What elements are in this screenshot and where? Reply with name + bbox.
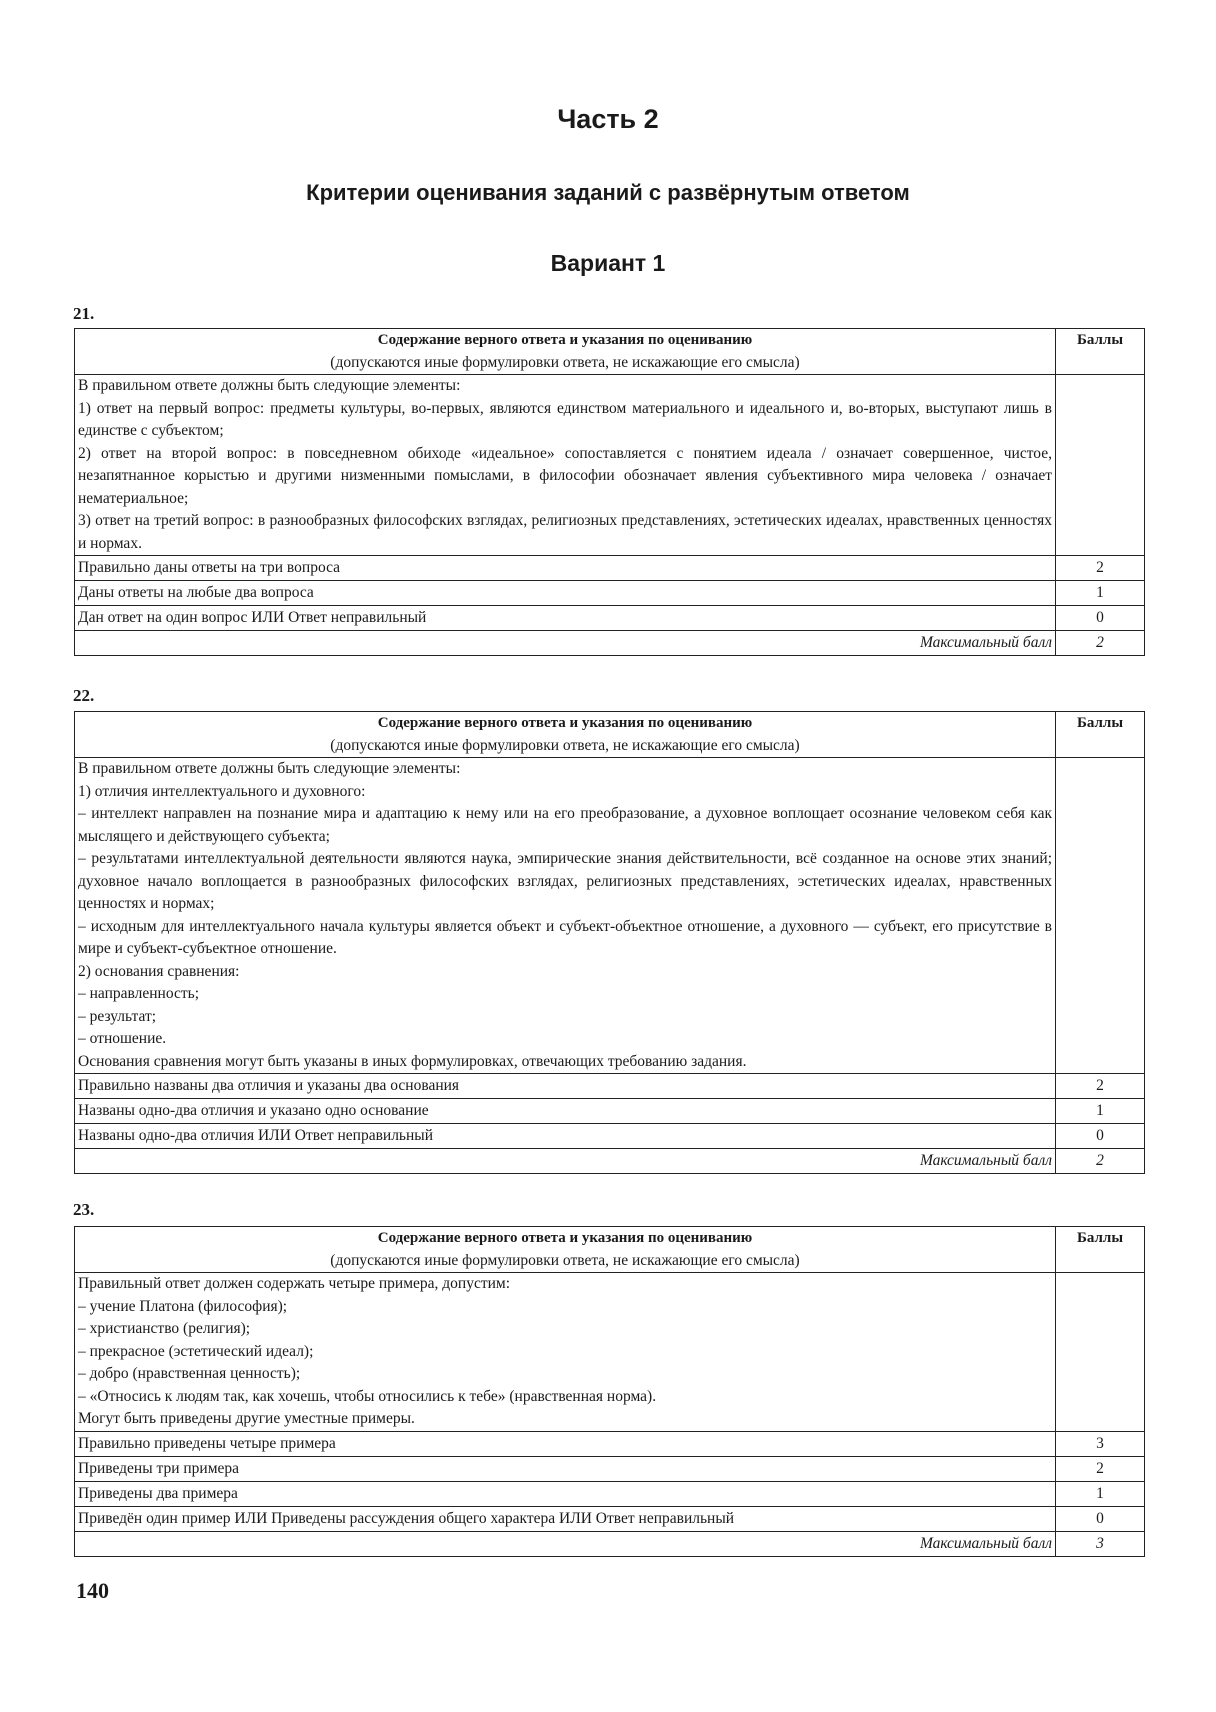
answer-line: – добро (нравственная ценность); bbox=[78, 1365, 301, 1382]
content-header bbox=[75, 712, 1056, 758]
answer-line: – результат; bbox=[78, 1007, 157, 1025]
criterion-text: Правильно даны ответы на три вопроса bbox=[75, 556, 1056, 581]
criterion-text: Приведены два примера bbox=[75, 1481, 1056, 1506]
content-header bbox=[75, 329, 1056, 375]
answer-content-row bbox=[75, 1273, 1145, 1432]
answer-line: В правильном ответе должны быть следующие элементы: bbox=[78, 377, 461, 394]
max-score-value: 2 bbox=[1056, 631, 1145, 656]
answer-line: 1) отличия интеллектуального и духовного: bbox=[78, 782, 366, 800]
variant-heading: Вариант 1 bbox=[550, 250, 666, 276]
answer-line: Основания сравнения могут быть указаны в иных формулировках, отвечающих требованию задания. bbox=[78, 1052, 747, 1070]
answer-line: – исходным для интеллектуального начала культуры является объект и субъект-объектное отношение, а духовного — субъект, его присутствие в мире и субъект-субъектное отношение. bbox=[78, 917, 1052, 957]
answer-line: 1) ответ на первый вопрос: предметы культуры, во-первых, являются единством материального и идеального и, во-вторых, выступают лишь в единстве с субъектом; bbox=[78, 399, 1052, 439]
criterion-score: 0 bbox=[1056, 1506, 1145, 1531]
criterion-row bbox=[75, 606, 1145, 631]
criterion-score: 1 bbox=[1056, 581, 1145, 606]
task-22-number: 22. bbox=[73, 686, 95, 705]
content-header-note: (допускаются иные формулировки ответа, не искажающие его смысла) bbox=[330, 736, 800, 754]
answer-line: – отношение. bbox=[78, 1030, 167, 1047]
criterion-row bbox=[75, 1124, 1145, 1149]
answer-line: 3) ответ на третий вопрос: в разнообразных философских взглядах, религиозных представлениях, эстетических идеалах, нравственных ценностях и нормах. bbox=[78, 512, 1052, 552]
criterion-text: Дан ответ на один вопрос ИЛИ Ответ неправильный bbox=[75, 606, 1056, 631]
criterion-text: Названы одно-два отличия и указано одно основание bbox=[75, 1099, 1056, 1124]
content-header-title: Содержание верного ответа и указания по оцениванию bbox=[377, 1230, 753, 1246]
section-title: Критерии оценивания заданий с развёрнутым ответом bbox=[306, 180, 910, 205]
table-header-row bbox=[75, 329, 1145, 375]
content-header-title: Содержание верного ответа и указания по оцениванию bbox=[377, 715, 753, 731]
points-header: Баллы bbox=[1056, 1227, 1145, 1273]
criterion-text: Названы одно-два отличия ИЛИ Ответ неправильный bbox=[75, 1124, 1056, 1149]
answer-line: – направленность; bbox=[78, 985, 200, 1002]
points-header: Баллы bbox=[1056, 712, 1145, 758]
criterion-text: Приведены три примера bbox=[75, 1456, 1056, 1481]
criterion-row bbox=[75, 581, 1145, 606]
criterion-score: 0 bbox=[1056, 606, 1145, 631]
task-23-number: 23. bbox=[73, 1200, 95, 1219]
max-score-label: Максимальный балл bbox=[75, 1531, 1056, 1556]
max-score-row bbox=[75, 631, 1145, 656]
answer-line: 2) основания сравнения: bbox=[78, 962, 240, 980]
answer-line: – результатами интеллектуальной деятельности являются наука, эмпирические знания действительности, всё созданное на основе этих знаний; духовное начало воплощается в разнообразных философских взглядах, религиозных представлениях, эстетических идеалах, нравственных ценностях и нормах; bbox=[78, 850, 1052, 912]
criterion-score: 1 bbox=[1056, 1099, 1145, 1124]
criterion-text: Даны ответы на любые два вопроса bbox=[75, 581, 1056, 606]
criterion-score: 2 bbox=[1056, 556, 1145, 581]
max-score-label: Максимальный балл bbox=[75, 631, 1056, 656]
answer-content bbox=[75, 375, 1056, 556]
answer-line: – христианство (религия); bbox=[78, 1320, 251, 1337]
answer-content-points bbox=[1056, 1273, 1145, 1432]
criterion-row bbox=[75, 1099, 1145, 1124]
criterion-row bbox=[75, 1481, 1145, 1506]
criterion-row bbox=[75, 1506, 1145, 1531]
criterion-row bbox=[75, 1074, 1145, 1099]
answer-line: Правильный ответ должен содержать четыре примера, допустим: bbox=[78, 1275, 511, 1292]
max-score-value: 2 bbox=[1056, 1149, 1145, 1174]
task-21-number: 21. bbox=[73, 304, 95, 323]
criterion-score: 2 bbox=[1056, 1456, 1145, 1481]
task-22-criteria-table bbox=[74, 711, 1145, 1174]
criterion-score: 1 bbox=[1056, 1481, 1145, 1506]
content-header-note: (допускаются иные формулировки ответа, не искажающие его смысла) bbox=[330, 1251, 800, 1269]
max-score-row bbox=[75, 1149, 1145, 1174]
answer-content bbox=[75, 758, 1056, 1074]
answer-line: – интеллект направлен на познание мира и адаптацию к нему или на его преобразование, а духовное воплощает осознание человеком себя как мыслящего и действующего субъекта; bbox=[78, 805, 1052, 845]
criterion-score: 0 bbox=[1056, 1124, 1145, 1149]
part-heading: Часть 2 bbox=[557, 104, 659, 134]
criterion-row bbox=[75, 1456, 1145, 1481]
answer-content-row bbox=[75, 375, 1145, 556]
answer-content-points bbox=[1056, 375, 1145, 556]
page-number: 140 bbox=[76, 1578, 109, 1603]
content-header-title: Содержание верного ответа и указания по оцениванию bbox=[377, 332, 753, 348]
task-21-criteria-table bbox=[74, 328, 1145, 656]
task-23-criteria-table bbox=[74, 1226, 1145, 1557]
criterion-text: Правильно названы два отличия и указаны два основания bbox=[75, 1074, 1056, 1099]
criterion-score: 3 bbox=[1056, 1431, 1145, 1456]
criterion-row bbox=[75, 1431, 1145, 1456]
answer-line: В правильном ответе должны быть следующие элементы: bbox=[78, 760, 461, 777]
max-score-label: Максимальный балл bbox=[75, 1149, 1056, 1174]
answer-line: 2) ответ на второй вопрос: в повседневном обиходе «идеальное» сопоставляется с понятием идеала / означает совершенное, чистое, незапятнанное корыстью и другими низменными помыслами, в философии обозначает явления субъективного мира человека / означает нематериальное; bbox=[78, 444, 1052, 507]
answer-line: – «Относись к людям так, как хочешь, чтобы относились к тебе» (нравственная норма). bbox=[78, 1387, 657, 1405]
criterion-text: Приведён один пример ИЛИ Приведены рассуждения общего характера ИЛИ Ответ неправильный bbox=[75, 1506, 1056, 1531]
table-header-row bbox=[75, 1227, 1145, 1273]
max-score-value: 3 bbox=[1056, 1531, 1145, 1556]
max-score-row bbox=[75, 1531, 1145, 1556]
answer-line: – прекрасное (эстетический идеал); bbox=[78, 1342, 314, 1360]
criterion-text: Правильно приведены четыре примера bbox=[75, 1431, 1056, 1456]
criterion-row bbox=[75, 556, 1145, 581]
points-header: Баллы bbox=[1056, 329, 1145, 375]
content-header bbox=[75, 1227, 1056, 1273]
answer-content bbox=[75, 1273, 1056, 1432]
table-header-row bbox=[75, 712, 1145, 758]
answer-line: – учение Платона (философия); bbox=[78, 1297, 288, 1315]
content-header-note: (допускаются иные формулировки ответа, не искажающие его смысла) bbox=[330, 353, 800, 371]
answer-line: Могут быть приведены другие уместные примеры. bbox=[78, 1410, 415, 1427]
answer-content-row bbox=[75, 758, 1145, 1074]
answer-content-points bbox=[1056, 758, 1145, 1074]
criterion-score: 2 bbox=[1056, 1074, 1145, 1099]
